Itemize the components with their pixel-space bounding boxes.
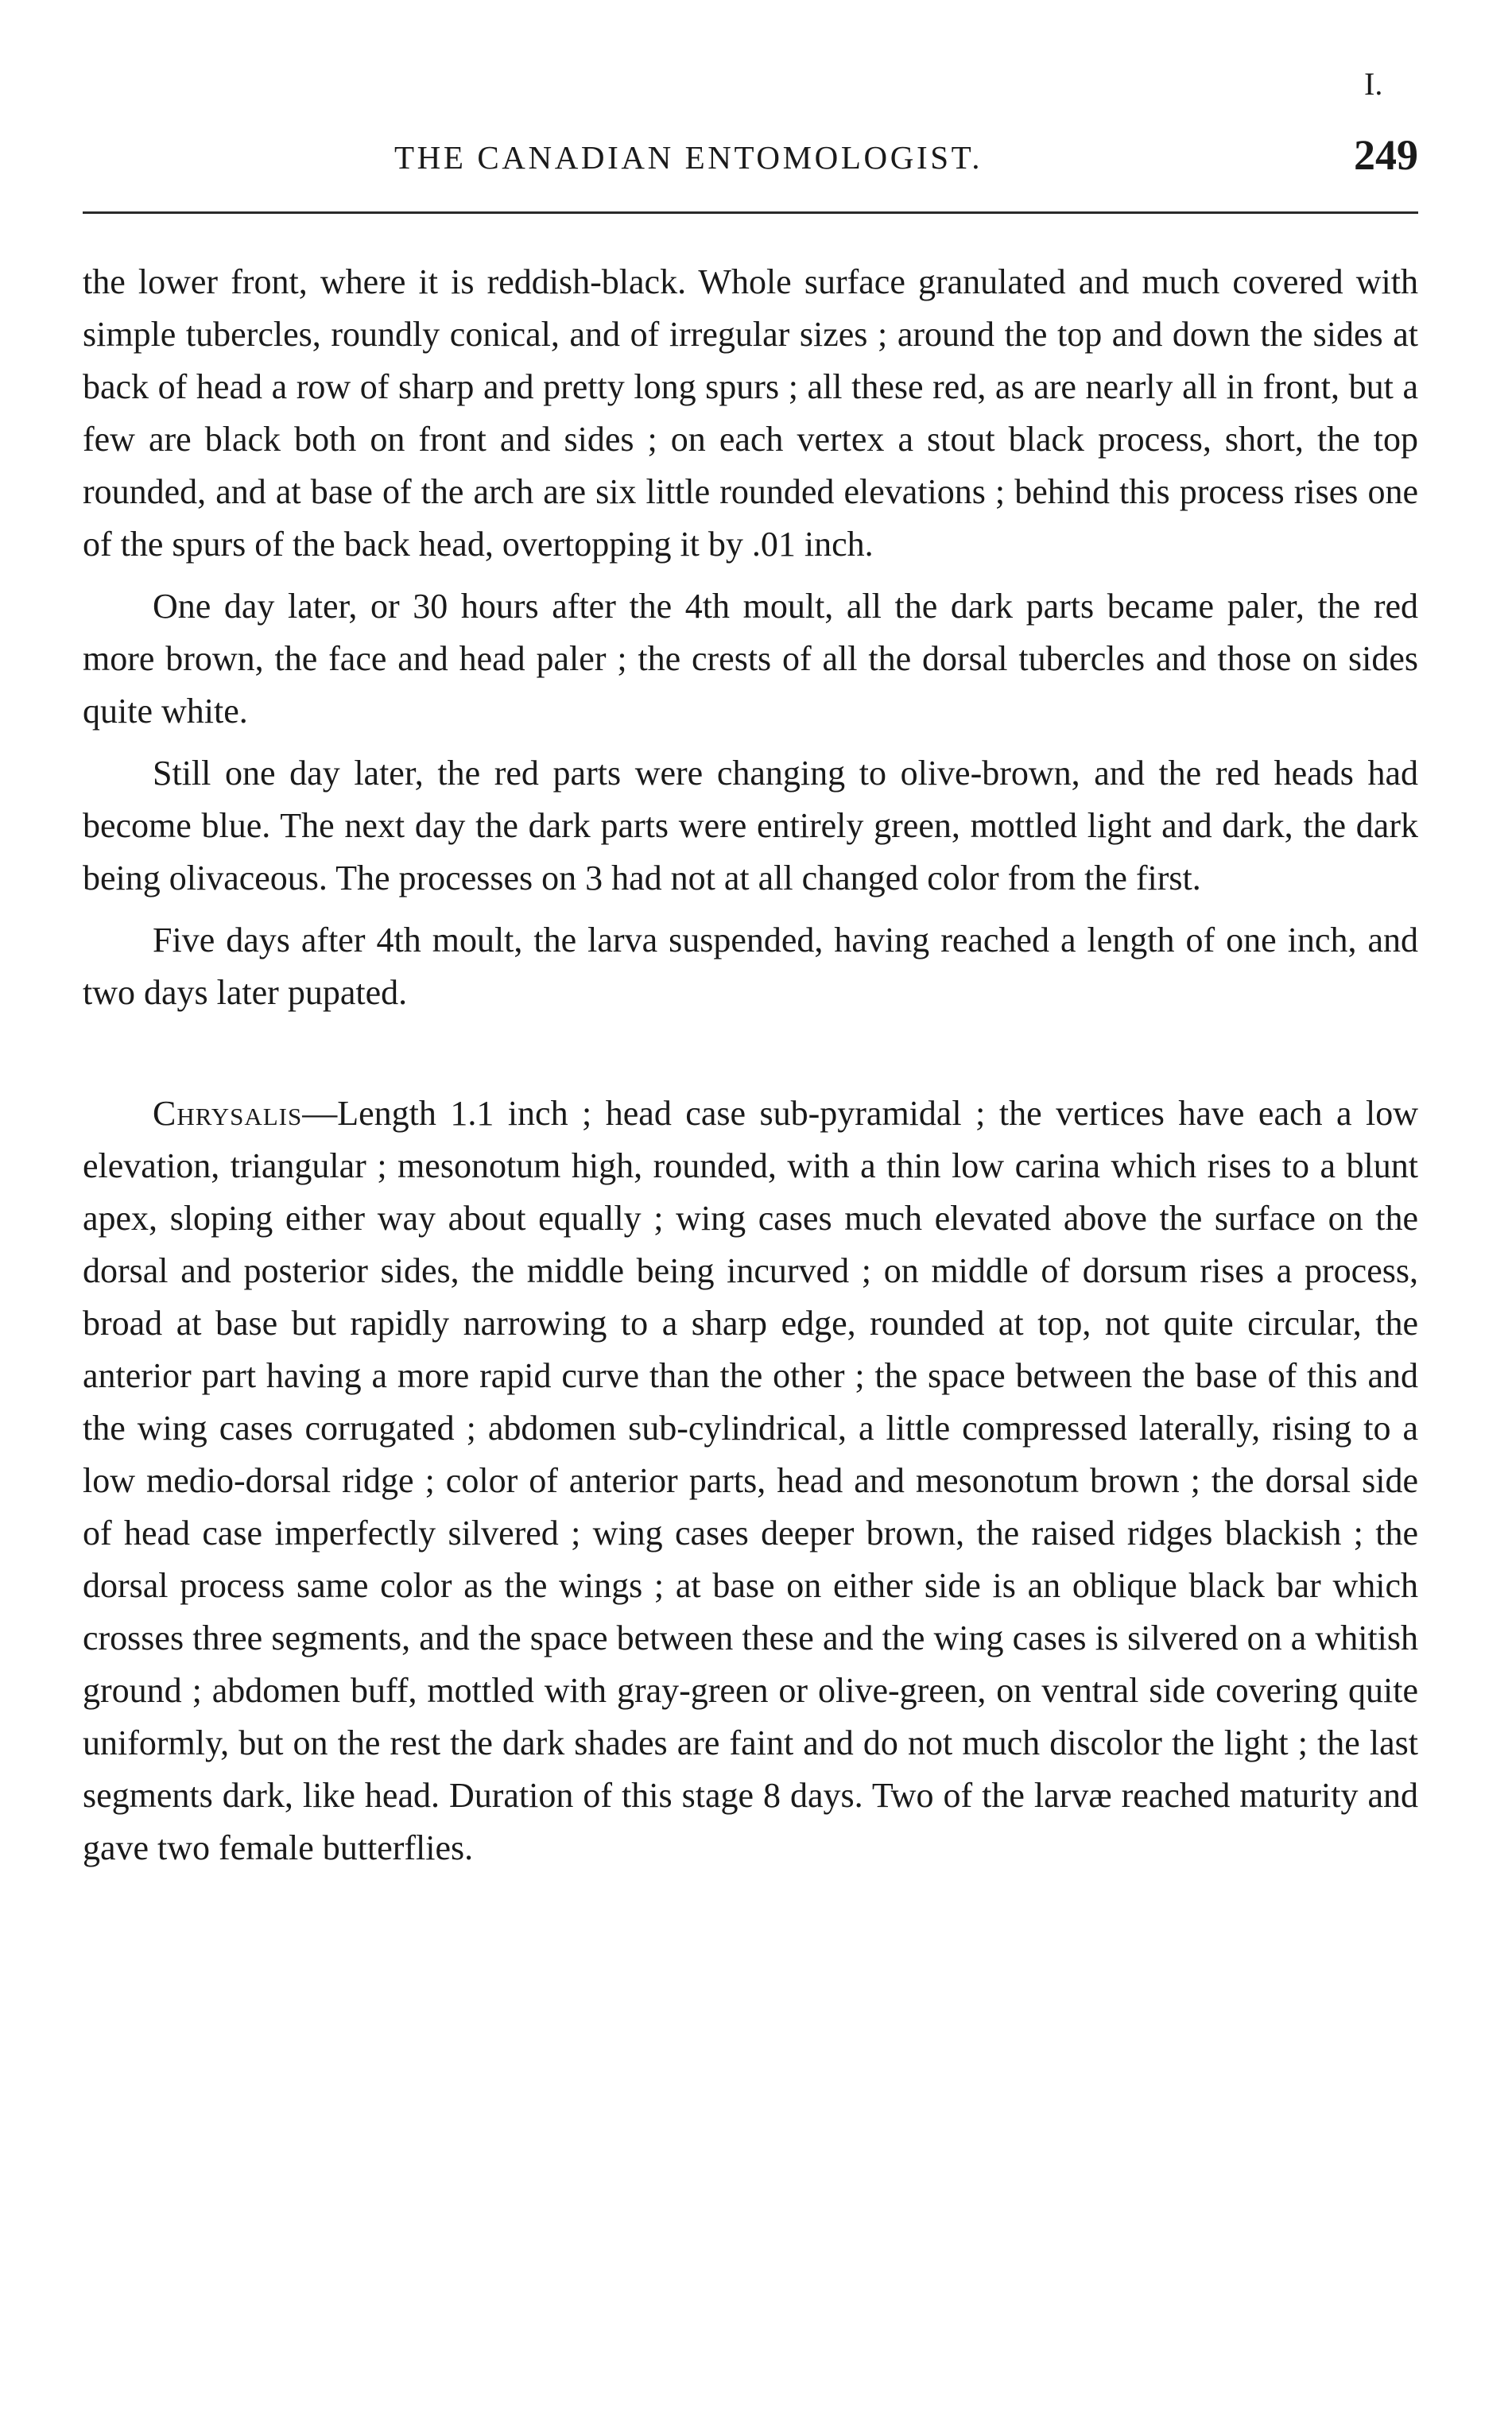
chrysalis-heading: Chrysalis	[153, 1094, 303, 1133]
header-rule	[83, 211, 1418, 214]
body-text	[83, 256, 1418, 1884]
paragraph-olive-brown: Still one day later, the red parts were changing to olive-brown, and the red heads had become blue. The next day the dark parts were entirely green, mottled light and dark, the dark being olivaceous. The processes on 3 had not at all changed color from the first.	[83, 754, 1418, 897]
paragraph-chrysalis	[83, 1087, 1418, 1874]
paragraph-fourth-moult: One day later, or 30 hours after the 4th moult, all the dark parts became paler, the red more brown, the face and head paler ; the crests of all the dorsal tubercles and those on sides quite white.	[83, 587, 1418, 731]
paragraph-continuation: the lower front, where it is reddish-black. Whole surface granulated and much covered with simple tubercles, roundly conical, and of irregular sizes ; around the top and down the sides at back of head a row of sharp and pretty long spurs ; all these red, as are nearly all in front, but a few are black both on front and sides ; on each vertex a stout black process, short, the top rounded, and at base of the arch are six little rounded elevations ; behind this process rises one of the spurs of the back head, overtopping it by .01 inch.	[83, 262, 1418, 564]
page-number: 249	[1354, 131, 1418, 179]
corner-mark: I.	[1364, 66, 1383, 102]
paragraph-pupation: Five days after 4th moult, the larva suspended, having reached a length of one inch, and two days later pupated.	[83, 921, 1418, 1012]
chrysalis-description: —Length 1.1 inch ; head case sub-pyramidal ; the vertices have each a low elevation, triangular ; mesonotum high, rounded, with a thin low carina which rises to a blunt apex, sloping either way about equally ; wing cases much elevated above the surface on the dorsal and posterior sides, the middle being incurved ; on middle of dorsum rises a process, broad at base but rapidly narrowing to a sharp edge, rounded at top, not quite circular, the anterior part having a more rapid curve than the other ; the space between the base of this and the wing cases corrugated ; abdomen sub-cylindrical, a little compressed laterally, rising to a low medio-dorsal ridge ; color of anterior parts, head and mesonotum brown ; the dorsal side of head case imperfectly silvered ; wing cases deeper brown, the raised ridges blackish ; the dorsal process same color as the wings ; at base on either side is an oblique black bar which crosses three segments, and the space between these and the wing cases is silvered on a whitish ground ; abdomen buff, mottled with gray-green or olive-green, on ventral side covering quite uniformly, but on the rest the dark shades are faint and do not much discolor the light ; the last segments dark, like head. Duration of this stage 8 days. Two of the larvæ reached maturity and gave two female butterflies.	[83, 1094, 1418, 1867]
running-title: THE CANADIAN ENTOMOLOGIST.	[394, 139, 983, 176]
running-head	[83, 131, 1418, 181]
